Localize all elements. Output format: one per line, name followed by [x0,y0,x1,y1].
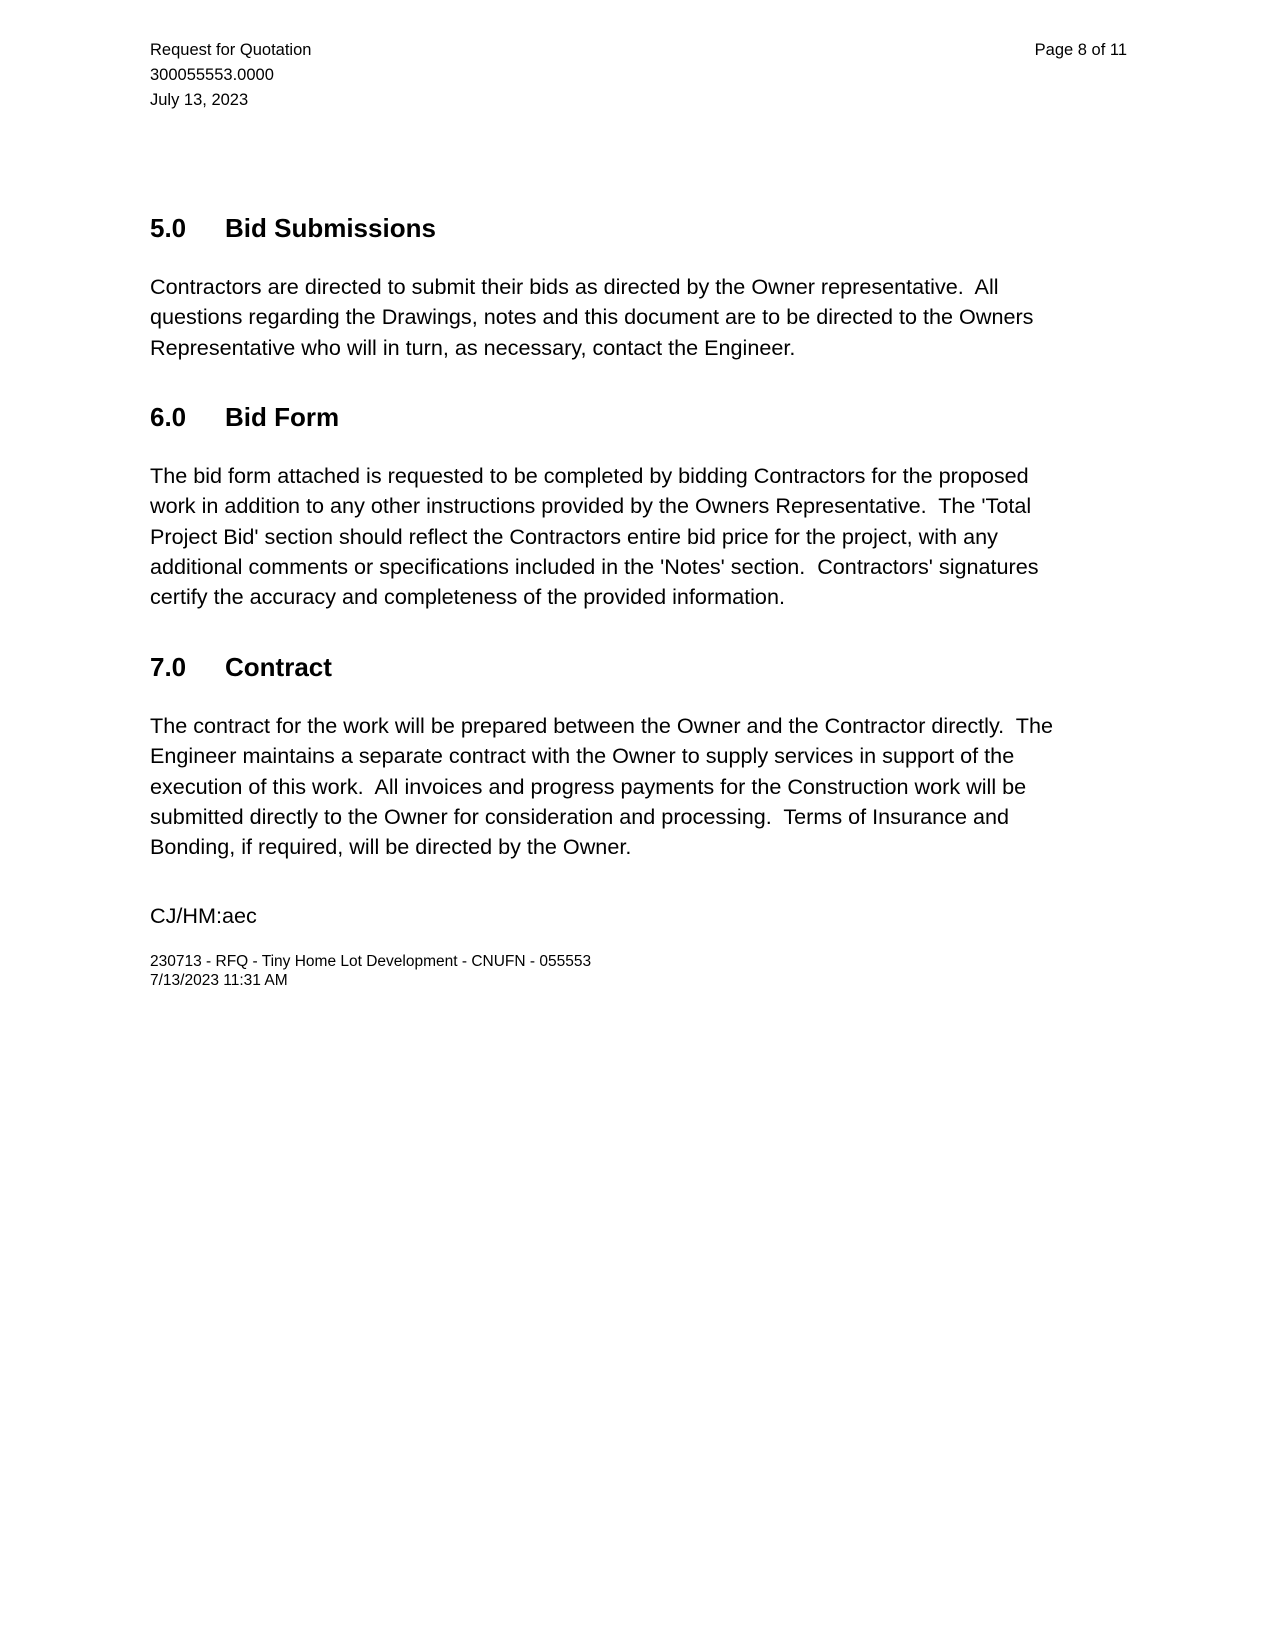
section-title: Bid Submissions [225,213,436,243]
section-body-contract [150,711,1150,862]
section-heading-contract [150,651,332,683]
document-type: Request for Quotation [150,41,312,59]
text-line: submitted directly to the Owner for consideration and processing. Terms of Insurance and [150,803,1009,829]
section-body-bid-submissions [150,272,1150,363]
text-line: Project Bid' section should reflect the Contractors entire bid price for the project, with any [150,523,998,549]
document-date: July 13, 2023 [150,91,249,109]
text-line: work in addition to any other instructions provided by the Owners Representative. The 'Total [150,493,1032,519]
section-number: 5.0 [150,213,187,243]
footer-timestamp: 7/13/2023 11:31 AM [150,971,288,989]
text-line: questions regarding the Drawings, notes and this document are to be directed to the Owners [150,304,1034,330]
text-line: Bonding, if required, will be directed by the Owner. [150,834,632,860]
document-footer [150,953,591,990]
text-line: execution of this work. All invoices and progress payments for the Construction work will be [150,773,1027,799]
text-line: The contract for the work will be prepared between the Owner and the Contractor directly. The [150,713,1053,738]
section-body-bid-form [150,461,1150,612]
section-title: Bid Form [225,402,340,432]
page-header-left [150,38,311,113]
page-number: Page 8 of 11 [1034,41,1127,59]
footer-file-name: 230713 - RFQ - Tiny Home Lot Development - CNUFN - 055553 [150,953,592,970]
text-line: additional comments or specifications included in the 'Notes' section. Contractors' signatures [150,553,1039,579]
section-number: 7.0 [150,652,187,682]
text-line: Representative who will in turn, as necessary, contact the Engineer. [150,334,796,360]
text-line: certify the accuracy and completeness of the provided information. [150,584,785,610]
section-heading-bid-submissions [150,212,436,244]
text-line: Contractors are directed to submit their bids as directed by the Owner representative. All [150,274,999,299]
project-number: 300055553.0000 [150,66,274,84]
text-line: The bid form attached is requested to be completed by bidding Contractors for the proposed [150,463,1029,488]
author-initials: CJ/HM:aec [150,903,257,928]
section-number: 6.0 [150,402,187,432]
section-heading-bid-form [150,401,339,433]
text-line: Engineer maintains a separate contract with the Owner to supply services in support of the [150,743,1015,769]
section-title: Contract [225,652,332,682]
